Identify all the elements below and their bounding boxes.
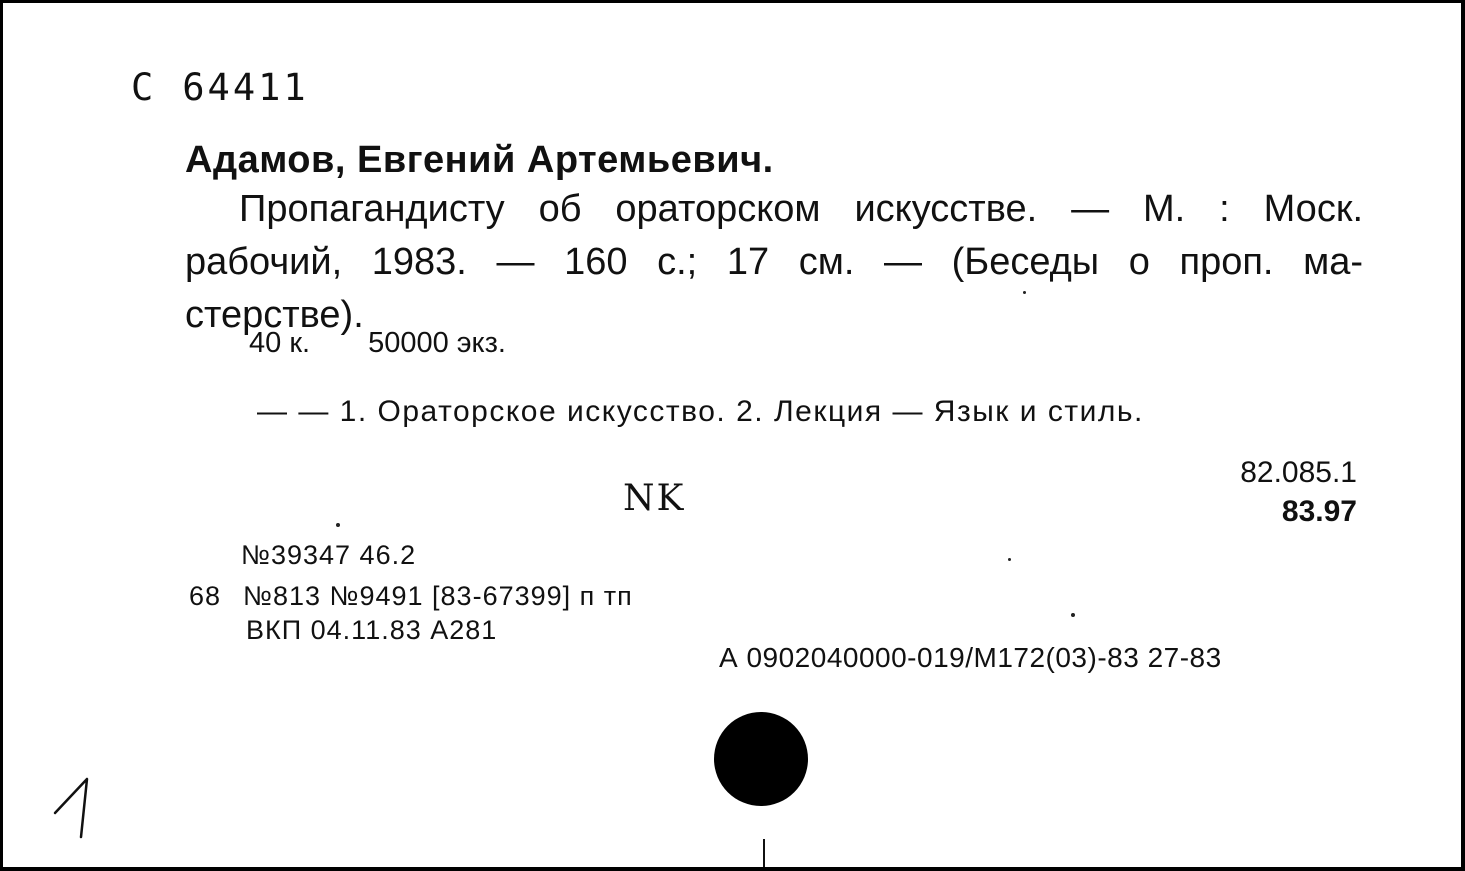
bibliographic-description — [185, 183, 1363, 342]
ink-speck — [1071, 613, 1075, 617]
ink-speck — [1008, 558, 1011, 561]
description-line-3: стерстве). — [185, 294, 364, 336]
handwritten-mark — [51, 773, 111, 843]
rod-slot-line — [763, 839, 765, 869]
print-run: 50000 экз. — [368, 327, 506, 359]
accession-line-2: №813 №9491 [83-67399] п тп — [243, 581, 633, 611]
accession-line-1: №39347 46.2 — [241, 540, 417, 570]
isbn-code: А 0902040000-019/М172(03)-83 27-83 — [719, 642, 1222, 673]
call-number — [131, 66, 309, 109]
accession-line-2-number: 68 — [189, 581, 222, 611]
accession-line-3: ВКП 04.11.83 А281 — [246, 615, 498, 645]
classification-index-2: 83.97 — [1281, 495, 1357, 528]
call-prefix: С — [131, 66, 157, 109]
description-line-2: рабочий, 1983. — 160 с.; 17 см. — (Беседы о проп. ма- — [185, 241, 1363, 283]
author-heading: Адамов, Евгений Артемьевич. — [185, 139, 774, 181]
description-line-1: Пропагандисту об ораторском искусстве. — М. : Моск. — [239, 188, 1363, 230]
nk-mark: NK — [623, 478, 686, 519]
card-rod-hole — [714, 712, 808, 806]
subject-headings: — — 1. Ораторское искусство. 2. Лекция — Язык и стиль. — [257, 395, 1144, 428]
price: 40 к. — [249, 327, 311, 359]
price-and-print-run — [249, 329, 506, 358]
ink-speck — [1023, 291, 1026, 294]
classification-index-1: 82.085.1 — [1240, 456, 1357, 489]
ink-speck — [336, 523, 340, 527]
call-number-value: 64411 — [182, 66, 309, 109]
